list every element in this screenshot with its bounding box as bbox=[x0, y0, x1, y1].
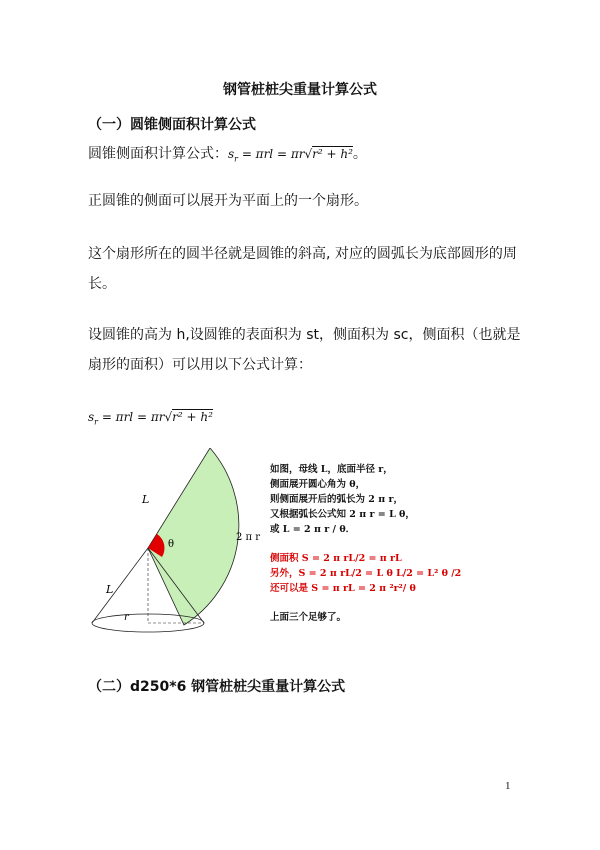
note-line: 或 L = 2 π r / θ． bbox=[270, 524, 356, 535]
paragraph-1: 正圆锥的侧面可以展开为平面上的一个扇形。 bbox=[88, 193, 368, 209]
formula-intro: 圆锥侧面积计算公式： bbox=[88, 146, 228, 162]
formula-end: 。 bbox=[352, 146, 367, 162]
note-line-red: 另外，S = 2 π rL/2 = L θ L/2 = L² θ /2 bbox=[270, 568, 462, 579]
section-heading-1: （一）圆锥侧面积计算公式 bbox=[88, 117, 256, 133]
cone-diagram bbox=[86, 448, 266, 640]
note-line-red: 侧面积 S = 2 π rL/2 = π rL bbox=[270, 553, 402, 564]
label-theta: θ bbox=[168, 539, 175, 550]
section-heading-2: （二）d250*6 钢管桩桩尖重量计算公式 bbox=[88, 679, 346, 695]
sector-shape bbox=[148, 448, 239, 625]
note-block-red bbox=[270, 551, 461, 596]
note-block-black bbox=[270, 462, 415, 537]
note-line: 侧面展开圆心角为 θ， bbox=[270, 479, 366, 490]
note-line: 则侧面展开后的弧长为 2 π r， bbox=[270, 494, 403, 505]
note-line: 又根据弧长公式知 2 π r = L θ， bbox=[270, 509, 415, 520]
page-number: 1 bbox=[505, 780, 511, 792]
cone-left-edge bbox=[92, 548, 148, 623]
formula-inline: $s_r = \pi rl = \pi r√r^2 + h^2$ bbox=[228, 147, 353, 164]
paragraph-3: 设圆锥的高为 h,设圆锥的表面积为 st，侧面积为 sc，侧面积（也就是扇形的面积）可以用以下公式计算： bbox=[88, 327, 521, 373]
note-last: 上面三个足够了。 bbox=[270, 612, 347, 623]
label-L-top: L bbox=[142, 493, 150, 506]
paragraph-2: 这个扇形所在的圆半径就是圆锥的斜高, 对应的圆弧长为底部圆形的周长。 bbox=[88, 246, 517, 292]
page-title: 钢管桩桩尖重量计算公式 bbox=[223, 82, 377, 98]
formula-block: $s_r = \pi rl = \pi r√r^2 + h^2$ bbox=[88, 410, 213, 427]
note-line-red: 还可以是 S = π rL = 2 π ²r²/ θ bbox=[270, 583, 416, 594]
label-arc: 2 π r bbox=[236, 532, 261, 543]
label-L-bottom: L bbox=[106, 583, 114, 596]
note-line: 如图，母线 L，底面半径 r， bbox=[270, 464, 393, 475]
label-r: r bbox=[124, 612, 129, 623]
formula-line bbox=[88, 140, 528, 173]
